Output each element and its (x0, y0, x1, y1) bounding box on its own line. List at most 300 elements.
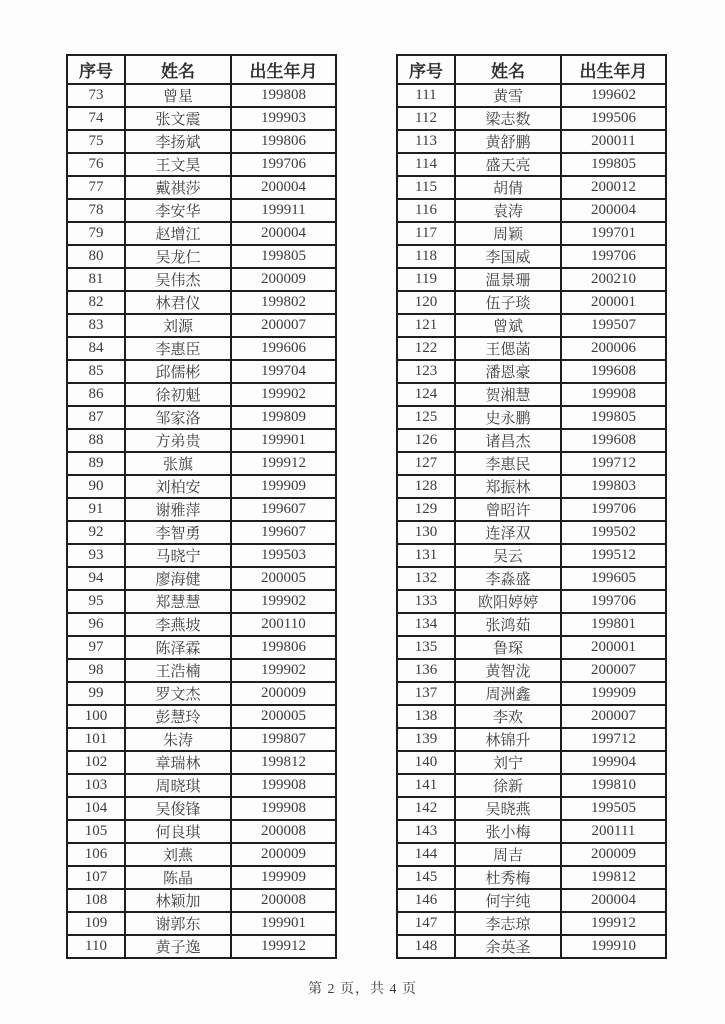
birth-cell: 199806 (231, 130, 336, 153)
index-cell: 102 (67, 751, 125, 774)
table-header-row (397, 55, 666, 84)
name-cell: 吴伟杰 (125, 268, 231, 291)
table-row (67, 153, 336, 176)
table-row (67, 360, 336, 383)
name-cell: 戴祺莎 (125, 176, 231, 199)
index-cell: 90 (67, 475, 125, 498)
name-cell: 马晓宁 (125, 544, 231, 567)
name-cell: 黄子逸 (125, 935, 231, 958)
index-cell: 119 (397, 268, 455, 291)
table-body (67, 84, 336, 958)
birth-cell: 199902 (231, 383, 336, 406)
index-cell: 108 (67, 889, 125, 912)
index-cell: 91 (67, 498, 125, 521)
table-row (397, 866, 666, 889)
index-cell: 93 (67, 544, 125, 567)
name-cell: 盛天亮 (455, 153, 561, 176)
birth-cell: 199608 (561, 429, 666, 452)
name-cell: 郑慧慧 (125, 590, 231, 613)
name-cell: 曾昭许 (455, 498, 561, 521)
birth-cell: 200004 (231, 176, 336, 199)
birth-cell: 199801 (561, 613, 666, 636)
name-cell: 徐初魁 (125, 383, 231, 406)
index-cell: 140 (397, 751, 455, 774)
name-cell: 李安华 (125, 199, 231, 222)
name-cell: 李国威 (455, 245, 561, 268)
birth-cell: 199607 (231, 498, 336, 521)
birth-cell: 199809 (231, 406, 336, 429)
table-row (67, 843, 336, 866)
birth-cell: 199704 (231, 360, 336, 383)
index-cell: 107 (67, 866, 125, 889)
name-cell: 吴俊锋 (125, 797, 231, 820)
name-cell: 鲁琛 (455, 636, 561, 659)
birth-cell: 199712 (561, 452, 666, 475)
name-cell: 袁涛 (455, 199, 561, 222)
index-cell: 113 (397, 130, 455, 153)
index-cell: 133 (397, 590, 455, 613)
name-cell: 林锦升 (455, 728, 561, 751)
table-row (397, 705, 666, 728)
index-cell: 141 (397, 774, 455, 797)
birth-cell: 200006 (561, 337, 666, 360)
table-row (67, 613, 336, 636)
name-cell: 史永鹏 (455, 406, 561, 429)
index-cell: 97 (67, 636, 125, 659)
table-row (397, 682, 666, 705)
table-row (67, 912, 336, 935)
header-row (67, 55, 336, 84)
table-row (397, 613, 666, 636)
name-cell: 李志琼 (455, 912, 561, 935)
birth-cell: 199902 (231, 590, 336, 613)
roster-table-right (396, 54, 667, 959)
table-row (397, 774, 666, 797)
table-row (397, 567, 666, 590)
name-cell: 谢郭东 (125, 912, 231, 935)
index-cell: 129 (397, 498, 455, 521)
name-cell: 罗文杰 (125, 682, 231, 705)
name-cell: 邱儒彬 (125, 360, 231, 383)
index-cell: 100 (67, 705, 125, 728)
index-cell: 80 (67, 245, 125, 268)
index-cell: 84 (67, 337, 125, 360)
birth-cell: 199607 (231, 521, 336, 544)
table-row (67, 544, 336, 567)
birth-cell: 199805 (231, 245, 336, 268)
name-cell: 彭慧玲 (125, 705, 231, 728)
table-row (67, 314, 336, 337)
birth-cell: 199706 (561, 498, 666, 521)
index-cell: 103 (67, 774, 125, 797)
name-cell: 刘宁 (455, 751, 561, 774)
index-cell: 135 (397, 636, 455, 659)
name-cell: 章瑞林 (125, 751, 231, 774)
table-row (397, 659, 666, 682)
index-cell: 112 (397, 107, 455, 130)
birth-cell: 199912 (231, 935, 336, 958)
birth-cell: 199806 (231, 636, 336, 659)
birth-cell: 200001 (561, 291, 666, 314)
name-cell: 温景珊 (455, 268, 561, 291)
birth-cell: 199802 (231, 291, 336, 314)
name-cell: 吴龙仁 (125, 245, 231, 268)
index-cell: 137 (397, 682, 455, 705)
index-cell: 74 (67, 107, 125, 130)
index-cell: 105 (67, 820, 125, 843)
name-cell: 徐新 (455, 774, 561, 797)
name-cell: 李惠臣 (125, 337, 231, 360)
table-row (67, 268, 336, 291)
table-row (397, 130, 666, 153)
index-cell: 83 (67, 314, 125, 337)
index-cell: 109 (67, 912, 125, 935)
table-row (67, 452, 336, 475)
birth-cell: 200004 (231, 222, 336, 245)
name-cell: 李智勇 (125, 521, 231, 544)
birth-cell: 199602 (561, 84, 666, 107)
table-row (67, 130, 336, 153)
name-cell: 李燕坡 (125, 613, 231, 636)
name-cell: 杜秀梅 (455, 866, 561, 889)
birth-cell: 199805 (561, 406, 666, 429)
index-cell: 86 (67, 383, 125, 406)
name-cell: 林君仪 (125, 291, 231, 314)
name-cell: 何宇纯 (455, 889, 561, 912)
name-cell: 张鸿茹 (455, 613, 561, 636)
index-cell: 110 (67, 935, 125, 958)
birth-cell: 199712 (561, 728, 666, 751)
index-cell: 85 (67, 360, 125, 383)
column-header-birth-cell: 出生年月 (231, 55, 336, 84)
table-row (67, 935, 336, 958)
birth-cell: 199502 (561, 521, 666, 544)
birth-cell: 200004 (561, 199, 666, 222)
birth-cell: 199605 (561, 567, 666, 590)
index-cell: 128 (397, 475, 455, 498)
birth-cell: 199807 (231, 728, 336, 751)
index-cell: 98 (67, 659, 125, 682)
name-cell: 黄智泷 (455, 659, 561, 682)
name-cell: 诸昌杰 (455, 429, 561, 452)
table-row (67, 659, 336, 682)
index-cell: 111 (397, 84, 455, 107)
birth-cell: 199812 (231, 751, 336, 774)
table-row (67, 107, 336, 130)
name-cell: 伍子琰 (455, 291, 561, 314)
table-row (397, 268, 666, 291)
name-cell: 王文昊 (125, 153, 231, 176)
name-cell: 余英圣 (455, 935, 561, 958)
table-row (397, 291, 666, 314)
index-cell: 131 (397, 544, 455, 567)
column-header-name-cell: 姓名 (455, 55, 561, 84)
birth-cell: 199904 (561, 751, 666, 774)
index-cell: 95 (67, 590, 125, 613)
index-cell: 96 (67, 613, 125, 636)
birth-cell: 200008 (231, 889, 336, 912)
birth-cell: 200111 (561, 820, 666, 843)
table-row (67, 84, 336, 107)
index-cell: 143 (397, 820, 455, 843)
index-cell: 114 (397, 153, 455, 176)
index-cell: 147 (397, 912, 455, 935)
column-header-index-cell: 序号 (397, 55, 455, 84)
table-body (397, 84, 666, 958)
table-row (67, 429, 336, 452)
name-cell: 欧阳婷婷 (455, 590, 561, 613)
birth-cell: 200110 (231, 613, 336, 636)
index-cell: 79 (67, 222, 125, 245)
index-cell: 104 (67, 797, 125, 820)
roster-table-left (66, 54, 337, 959)
index-cell: 118 (397, 245, 455, 268)
name-cell: 赵增江 (125, 222, 231, 245)
table-row (397, 889, 666, 912)
table-row (397, 475, 666, 498)
birth-cell: 199503 (231, 544, 336, 567)
birth-cell: 199908 (561, 383, 666, 406)
name-cell: 林颖加 (125, 889, 231, 912)
index-cell: 124 (397, 383, 455, 406)
table-row (397, 314, 666, 337)
birth-cell: 199805 (561, 153, 666, 176)
name-cell: 王浩楠 (125, 659, 231, 682)
table-row (67, 567, 336, 590)
name-cell: 张文震 (125, 107, 231, 130)
name-cell: 曾星 (125, 84, 231, 107)
birth-cell: 199908 (231, 774, 336, 797)
table-row (397, 843, 666, 866)
birth-cell: 200007 (561, 705, 666, 728)
table-row (67, 797, 336, 820)
table-row (67, 889, 336, 912)
table-row (397, 544, 666, 567)
birth-cell: 200009 (561, 843, 666, 866)
table-row (67, 751, 336, 774)
name-cell: 周颖 (455, 222, 561, 245)
birth-cell: 199902 (231, 659, 336, 682)
index-cell: 87 (67, 406, 125, 429)
table-row (397, 176, 666, 199)
name-cell: 李扬斌 (125, 130, 231, 153)
index-cell: 106 (67, 843, 125, 866)
name-cell: 刘源 (125, 314, 231, 337)
index-cell: 122 (397, 337, 455, 360)
table-row (67, 590, 336, 613)
name-cell: 张旗 (125, 452, 231, 475)
index-cell: 139 (397, 728, 455, 751)
birth-cell: 199512 (561, 544, 666, 567)
index-cell: 92 (67, 521, 125, 544)
page-number-footer: 第 2 页，共 4 页 (308, 982, 417, 997)
birth-cell: 200004 (561, 889, 666, 912)
index-cell: 117 (397, 222, 455, 245)
index-cell: 115 (397, 176, 455, 199)
table-row (397, 360, 666, 383)
name-cell: 贺湘慧 (455, 383, 561, 406)
name-cell: 黄雪 (455, 84, 561, 107)
name-cell: 朱涛 (125, 728, 231, 751)
name-cell: 胡倩 (455, 176, 561, 199)
birth-cell: 199606 (231, 337, 336, 360)
name-cell: 梁志数 (455, 107, 561, 130)
index-cell: 138 (397, 705, 455, 728)
name-cell: 王偲菡 (455, 337, 561, 360)
table-row (397, 452, 666, 475)
name-cell: 陈晶 (125, 866, 231, 889)
birth-cell: 199701 (561, 222, 666, 245)
table-row (397, 751, 666, 774)
birth-cell: 200001 (561, 636, 666, 659)
birth-cell: 199909 (231, 475, 336, 498)
index-cell: 82 (67, 291, 125, 314)
index-cell: 125 (397, 406, 455, 429)
name-cell: 连泽双 (455, 521, 561, 544)
name-cell: 周洲鑫 (455, 682, 561, 705)
birth-cell: 199812 (561, 866, 666, 889)
column-header-index-cell: 序号 (67, 55, 125, 84)
index-cell: 75 (67, 130, 125, 153)
birth-cell: 199901 (231, 912, 336, 935)
index-cell: 77 (67, 176, 125, 199)
table-row (397, 820, 666, 843)
birth-cell: 199803 (561, 475, 666, 498)
table-row (67, 475, 336, 498)
index-cell: 148 (397, 935, 455, 958)
birth-cell: 199901 (231, 429, 336, 452)
name-cell: 张小梅 (455, 820, 561, 843)
table-row (397, 337, 666, 360)
table-row (397, 84, 666, 107)
column-header-name-cell: 姓名 (125, 55, 231, 84)
birth-cell: 199911 (231, 199, 336, 222)
table-row (397, 498, 666, 521)
index-cell: 99 (67, 682, 125, 705)
table-row (397, 521, 666, 544)
table-row (67, 866, 336, 889)
table-row (397, 429, 666, 452)
index-cell: 144 (397, 843, 455, 866)
index-cell: 78 (67, 199, 125, 222)
name-cell: 方弟贵 (125, 429, 231, 452)
birth-cell: 199507 (561, 314, 666, 337)
table-row (397, 590, 666, 613)
birth-cell: 200009 (231, 268, 336, 291)
table-row (67, 498, 336, 521)
birth-cell: 200005 (231, 705, 336, 728)
birth-cell: 199903 (231, 107, 336, 130)
table-row (67, 406, 336, 429)
name-cell: 周吉 (455, 843, 561, 866)
table-row (397, 406, 666, 429)
birth-cell: 200007 (561, 659, 666, 682)
name-cell: 何良琪 (125, 820, 231, 843)
index-cell: 123 (397, 360, 455, 383)
index-cell: 130 (397, 521, 455, 544)
index-cell: 134 (397, 613, 455, 636)
table-row (397, 935, 666, 958)
table-header-row (67, 55, 336, 84)
index-cell: 88 (67, 429, 125, 452)
index-cell: 142 (397, 797, 455, 820)
table-row (67, 728, 336, 751)
birth-cell: 200011 (561, 130, 666, 153)
name-cell: 曾斌 (455, 314, 561, 337)
index-cell: 120 (397, 291, 455, 314)
name-cell: 吴晓燕 (455, 797, 561, 820)
name-cell: 黄舒鹏 (455, 130, 561, 153)
birth-cell: 199608 (561, 360, 666, 383)
table-row (397, 797, 666, 820)
table-row (67, 774, 336, 797)
index-cell: 146 (397, 889, 455, 912)
name-cell: 郑振林 (455, 475, 561, 498)
index-cell: 136 (397, 659, 455, 682)
table-row (397, 107, 666, 130)
name-cell: 刘柏安 (125, 475, 231, 498)
index-cell: 126 (397, 429, 455, 452)
birth-cell: 199505 (561, 797, 666, 820)
table-row (67, 222, 336, 245)
table-row (397, 636, 666, 659)
name-cell: 邹家洛 (125, 406, 231, 429)
table-row (67, 521, 336, 544)
birth-cell: 199910 (561, 935, 666, 958)
birth-cell: 200008 (231, 820, 336, 843)
table-row (397, 912, 666, 935)
birth-cell: 199808 (231, 84, 336, 107)
table-row (397, 199, 666, 222)
index-cell: 145 (397, 866, 455, 889)
birth-cell: 200009 (231, 843, 336, 866)
index-cell: 73 (67, 84, 125, 107)
table-row (397, 153, 666, 176)
table-row (67, 636, 336, 659)
name-cell: 吴云 (455, 544, 561, 567)
birth-cell: 200012 (561, 176, 666, 199)
index-cell: 101 (67, 728, 125, 751)
index-cell: 121 (397, 314, 455, 337)
table-row (67, 820, 336, 843)
birth-cell: 200009 (231, 682, 336, 705)
table-row (397, 728, 666, 751)
index-cell: 81 (67, 268, 125, 291)
birth-cell: 199706 (561, 245, 666, 268)
table-row (67, 291, 336, 314)
name-cell: 谢雅萍 (125, 498, 231, 521)
name-cell: 李惠民 (455, 452, 561, 475)
name-cell: 陈泽霖 (125, 636, 231, 659)
birth-cell: 199909 (231, 866, 336, 889)
birth-cell: 199706 (231, 153, 336, 176)
birth-cell: 199912 (231, 452, 336, 475)
index-cell: 127 (397, 452, 455, 475)
table-row (397, 383, 666, 406)
birth-cell: 199912 (561, 912, 666, 935)
name-cell: 廖海健 (125, 567, 231, 590)
name-cell: 李欢 (455, 705, 561, 728)
birth-cell: 199909 (561, 682, 666, 705)
header-row (397, 55, 666, 84)
table-row (67, 682, 336, 705)
birth-cell: 200005 (231, 567, 336, 590)
index-cell: 94 (67, 567, 125, 590)
birth-cell: 200007 (231, 314, 336, 337)
birth-cell: 199810 (561, 774, 666, 797)
table-row (67, 245, 336, 268)
table-row (397, 222, 666, 245)
